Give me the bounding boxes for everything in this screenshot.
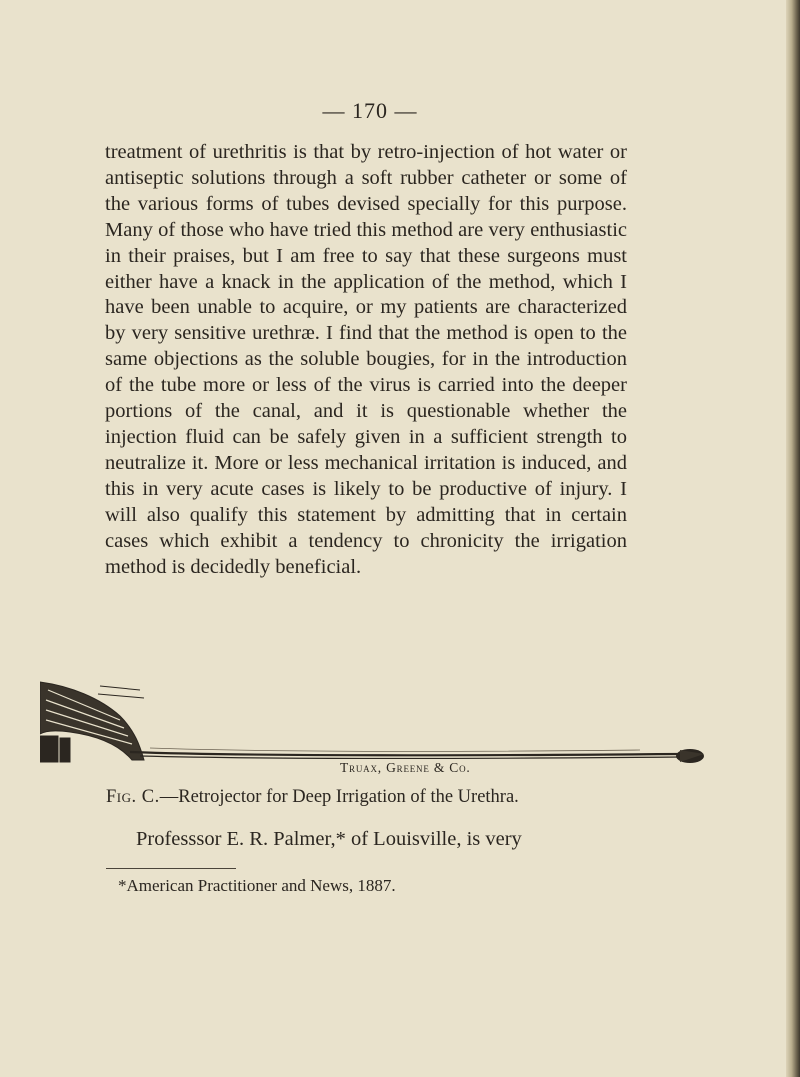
footnote-rule	[106, 868, 236, 869]
page-number: — 170 —	[322, 98, 418, 123]
continuation-line: Professsor E. R. Palmer,* of Louisville, is very	[136, 828, 522, 850]
body-paragraph: treatment of urethritis is that by retro-injection of hot water or antiseptic solutions through a soft rubber catheter or some of the various forms of tubes devised specially for this purpose. Many of those who have tried this method are very enthusiastic in their praises, but I am free to say that these surgeons must either have a knack in the application of the method, which I have been unable to acquire, or my patients are characterized by very sensitive urethræ. I find that the method is open to the same objections as the soluble bougies, for in the introduction of the tube more or less of the virus is carried into the deeper portions of the canal, and it is questionable whether the injection fluid can be safely given in a sufficient strength to neutralize it. More or less mechanical irritation is induced, and this in very acute cases is likely to be productive of injury. I will also qualify this statement by admitting that in certain cases which exhibit a tendency to chronicity the irrigation method is decidedly beneficial.	[105, 141, 627, 578]
page-edge-shadow	[786, 0, 800, 1077]
footnote: *American Practitioner and News, 1887.	[118, 876, 396, 895]
figure-label: Fig. C.	[106, 787, 160, 807]
retrojector-tube	[130, 748, 680, 758]
figure-caption	[106, 787, 666, 808]
figure-caption-text: —Retrojector for Deep Irrigation of the Urethra.	[159, 787, 519, 807]
retrojector-figure	[40, 676, 710, 778]
maker-credit: Truax, Greene & Co.	[340, 760, 471, 775]
body-text	[105, 140, 627, 580]
retrojector-tip	[676, 749, 704, 763]
retrojector-bulb	[40, 682, 144, 762]
